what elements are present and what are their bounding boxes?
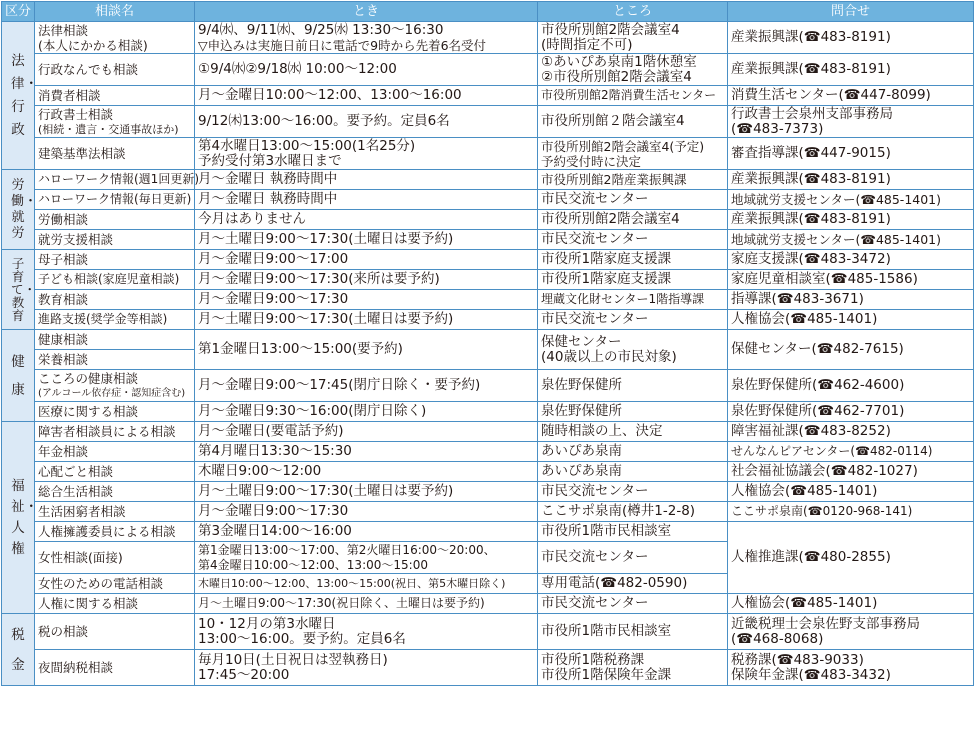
when-cell [195, 170, 538, 190]
when-cell [195, 370, 538, 402]
contact-text: 地域就労支援センター(☎485-1401) [731, 232, 942, 247]
contact-text: せんなんピアセンター(☎482-0114) [731, 444, 933, 458]
category-welfare [2, 422, 38, 614]
when-text: 月〜金曜日(要電話予約) [198, 423, 344, 439]
where-cell [538, 190, 728, 210]
name-cell [35, 502, 195, 522]
contact-text: 産業振興課(☎483-8191) [731, 61, 891, 77]
name-cell [35, 574, 195, 594]
where-text: ここサポ泉南(樽井1-2-8) [541, 503, 696, 519]
contact-cell [728, 502, 974, 522]
where-text: 専用電話(☎482-0590) [541, 575, 688, 591]
category-health [2, 330, 35, 422]
when-cell [195, 290, 538, 310]
when-text: 17:45〜20:00 [198, 666, 290, 683]
category-label: 福祉・人権 [11, 477, 38, 557]
contact-text: 人権協会(☎485-1401) [731, 595, 878, 611]
contact-text: 産業振興課(☎483-8191) [731, 29, 891, 45]
contact-text: (☎468-8068) [731, 630, 824, 647]
category-label: 法律・行政 [11, 52, 38, 138]
table-row [2, 190, 974, 210]
where-cell [538, 106, 728, 138]
name-text: 労働相談 [38, 212, 89, 227]
where-cell [538, 138, 728, 170]
where-text: 市役所別館2階会議室4(予定) [541, 138, 705, 154]
consultation-table [1, 1, 974, 686]
when-text: 木曜日10:00〜12:00、13:00〜15:00(祝日、第5木曜日除く) [198, 577, 506, 590]
where-text: 随時相談の上、決定 [541, 423, 663, 439]
name-text: 教育相談 [38, 292, 89, 307]
name-cell [35, 482, 195, 502]
when-cell [195, 462, 538, 482]
when-text: 月〜金曜日 執務時間中 [198, 191, 338, 207]
where-text: 市役所別館２階会議室4 [541, 113, 685, 129]
name-cell [35, 522, 195, 542]
name-cell [35, 650, 195, 686]
contact-cell [728, 106, 974, 138]
when-text: 月〜金曜日9:00〜17:45(閉庁日除く・要予約) [198, 377, 481, 393]
when-text: 月〜金曜日 執務時間中 [198, 171, 338, 187]
contact-text: 審査指導課(☎447-9015) [731, 145, 891, 161]
name-cell [35, 290, 195, 310]
contact-text: 近畿税理士会泉佐野支部事務局 [731, 615, 920, 632]
name-text: 人権に関する相談 [38, 596, 139, 611]
name-cell [35, 170, 199, 190]
name-text: 法律相談 [38, 22, 89, 38]
when-cell [195, 86, 538, 106]
where-text: 市役所別館2階会議室4 [541, 211, 680, 227]
where-text: 保健センター [541, 333, 622, 350]
contact-cell [728, 170, 974, 190]
name-text: ハローワーク情報(週1回更新) [38, 172, 199, 186]
where-text: 予約受付時に決定 [541, 153, 642, 169]
contact-cell [728, 614, 974, 650]
name-cell [35, 190, 195, 210]
where-text: 市役所1階市民相談室 [541, 623, 672, 639]
when-text: 毎月10日(土日祝日は翌執務日) [198, 651, 388, 668]
contact-text: 保険年金課(☎483-3432) [731, 666, 891, 683]
name-cell [35, 462, 195, 482]
contact-text: 家庭児童相談室(☎485-1586) [731, 271, 918, 287]
contact-text: (☎483-7373) [731, 120, 824, 137]
name-text: 建築基準法相談 [38, 146, 126, 161]
contact-cell [728, 482, 974, 502]
contact-cell [728, 310, 974, 330]
when-text: 月〜土曜日9:00〜17:30(祝日除く、土曜日は要予約) [198, 596, 485, 610]
where-text: 埋蔵文化財センター1階指導課 [541, 292, 705, 306]
table-row [2, 442, 974, 462]
table-row [2, 54, 974, 86]
where-text: (40歳以上の市民対象) [541, 348, 677, 365]
category-law [2, 22, 38, 170]
contact-cell [728, 210, 974, 230]
when-text: 月〜土曜日9:00〜17:30(土曜日は要予約) [198, 231, 454, 247]
when-cell [195, 310, 538, 330]
contact-cell [728, 330, 974, 370]
where-text: 市民交流センター [541, 549, 649, 565]
name-text: 税の相談 [38, 624, 89, 639]
where-cell [538, 290, 728, 310]
name-text: 人権擁護委員による相談 [38, 524, 176, 539]
where-text: 市役所1階家庭支援課 [541, 251, 672, 267]
name-cell [35, 594, 195, 614]
where-cell [538, 614, 728, 650]
when-text: 第3金曜日14:00〜16:00 [198, 523, 352, 539]
contact-cell [728, 290, 974, 310]
when-cell [195, 270, 538, 290]
name-text: 夜間納税相談 [38, 660, 114, 675]
contact-text: 指導課(☎483-3671) [731, 291, 864, 307]
contact-text: 人権推進課(☎480-2855) [731, 549, 891, 565]
where-text: 市民交流センター [541, 483, 649, 499]
where-text: あいぴあ泉南 [541, 443, 622, 459]
when-cell [195, 522, 538, 542]
when-text: 予約受付第3水曜日まで [198, 152, 342, 169]
table-row [2, 22, 974, 54]
table-row [2, 250, 974, 270]
name-text: 栄養相談 [38, 352, 89, 367]
name-cell [35, 250, 195, 270]
when-text: 第1金曜日13:00〜17:00、第2火曜日16:00〜20:00、 [198, 542, 496, 557]
when-cell [195, 574, 538, 594]
where-cell [538, 86, 728, 106]
table-row [2, 522, 974, 542]
name-cell [35, 270, 195, 290]
when-text: 月〜土曜日9:00〜17:30(土曜日は要予約) [198, 311, 454, 327]
contact-text: 障害福祉課(☎483-8252) [731, 423, 891, 439]
contact-text: 税務課(☎483-9033) [731, 651, 864, 668]
contact-cell [728, 250, 974, 270]
where-text: 市役所1階家庭支援課 [541, 271, 672, 287]
name-text: 行政なんでも相談 [38, 62, 139, 77]
when-text: 9/12㈭13:00〜16:00。要予約。定員6名 [198, 113, 450, 129]
name-cell [35, 542, 195, 574]
table-row [2, 422, 974, 442]
name-text: 子ども相談(家庭児童相談) [38, 272, 180, 286]
contact-cell [728, 522, 974, 594]
when-cell [195, 230, 538, 250]
where-cell [538, 402, 728, 422]
where-cell [538, 442, 728, 462]
name-sub: (本人にかかる相談) [38, 37, 148, 53]
contact-cell [728, 442, 974, 462]
contact-text: 泉佐野保健所(☎462-7701) [731, 403, 905, 419]
when-text: 月〜金曜日9:00〜17:00 [198, 251, 349, 267]
where-cell [538, 54, 728, 86]
name-text: ハローワーク情報(毎日更新) [38, 192, 192, 206]
table-row [2, 594, 974, 614]
where-text: 市役所別館2階産業振興課 [541, 172, 687, 187]
table-row [2, 502, 974, 522]
name-text: 女性相談(面接) [38, 550, 123, 565]
where-text: (時間指定不可) [541, 36, 633, 53]
where-cell [538, 230, 728, 250]
contact-cell [728, 402, 974, 422]
when-text: 第4金曜日10:00〜12:00、13:00〜15:00 [198, 557, 428, 572]
name-cell [35, 22, 195, 54]
when-text: 月〜金曜日9:00〜17:30 [198, 503, 349, 519]
contact-text: ここサポ泉南(☎0120-968-141) [731, 504, 913, 518]
category-label: 税金 [11, 626, 25, 673]
table-row [2, 370, 974, 402]
when-cell [195, 22, 538, 54]
name-cell [35, 310, 195, 330]
when-cell [195, 502, 538, 522]
when-text: 月〜金曜日9:00〜17:30(来所は要予約) [198, 271, 440, 287]
where-cell [538, 310, 728, 330]
table-row [2, 310, 974, 330]
when-text: 9/4㈬、9/11㈬、9/25㈬ 13:30〜16:30 [198, 21, 444, 38]
name-cell [35, 106, 195, 138]
when-text: ①9/4㈬②9/18㈬ 10:00〜12:00 [198, 61, 397, 77]
table-row [2, 170, 974, 190]
category-tax [2, 614, 35, 686]
table-row [2, 270, 974, 290]
when-text: 木曜日9:00〜12:00 [198, 463, 322, 479]
when-cell [195, 138, 538, 170]
name-text: 女性のための電話相談 [38, 576, 164, 591]
where-cell [538, 422, 728, 442]
table-row [2, 210, 974, 230]
where-cell [538, 170, 728, 190]
table-row [2, 86, 974, 106]
name-cell [35, 230, 195, 250]
contact-text: 人権協会(☎485-1401) [731, 483, 878, 499]
where-text: あいぴあ泉南 [541, 463, 622, 479]
name-text: 総合生活相談 [38, 484, 114, 499]
where-cell [538, 542, 728, 574]
where-cell [538, 462, 728, 482]
where-cell [538, 210, 728, 230]
where-text: 泉佐野保健所 [541, 403, 622, 419]
where-text: 市民交流センター [541, 231, 649, 247]
name-cell [35, 614, 195, 650]
when-cell [195, 330, 538, 370]
when-cell [195, 422, 538, 442]
contact-text: 家庭支援課(☎483-3472) [731, 251, 891, 267]
where-cell [538, 650, 728, 686]
when-text: 月〜金曜日10:00〜12:00、13:00〜16:00 [198, 87, 462, 103]
name-text: こころの健康相談 [38, 370, 139, 386]
name-text: 行政書士相談 [38, 106, 114, 122]
name-text: 生活困窮者相談 [38, 504, 126, 519]
table-row [2, 650, 974, 686]
contact-text: 泉佐野保健所(☎462-4600) [731, 377, 905, 393]
when-cell [195, 210, 538, 230]
contact-cell [728, 370, 974, 402]
when-cell [195, 442, 538, 462]
contact-cell [728, 22, 974, 54]
where-text: 市民交流センター [541, 595, 649, 611]
table-row [2, 330, 974, 350]
name-sub: (アルコール依存症・認知症含む) [38, 387, 186, 399]
name-cell [35, 86, 195, 106]
when-text: 月〜金曜日9:30〜16:00(閉庁日除く) [198, 403, 427, 419]
where-text: 市役所別館2階消費生活センター [541, 88, 717, 102]
category-child [2, 250, 35, 330]
where-text: 市役所1階税務課 [541, 651, 645, 668]
when-cell [195, 190, 538, 210]
contact-text: 行政書士会泉州支部事務局 [731, 105, 893, 122]
when-text: 10・12月の第3水曜日 [198, 615, 336, 632]
where-text: 市民交流センター [541, 191, 649, 207]
where-text: 市民交流センター [541, 311, 649, 327]
where-cell [538, 22, 728, 54]
contact-text: 地域就労支援センター(☎485-1401) [731, 192, 942, 207]
name-text: 年金相談 [38, 444, 89, 459]
name-cell [35, 138, 195, 170]
contact-cell [728, 190, 974, 210]
name-text: 医療に関する相談 [38, 404, 139, 419]
category-label: 子育て・教育 [11, 256, 37, 323]
name-cell [35, 422, 195, 442]
contact-text: 産業振興課(☎483-8191) [731, 211, 891, 227]
contact-cell [728, 650, 974, 686]
where-text: 市役所別館2階会議室4 [541, 21, 680, 38]
header-where: ところ [538, 2, 728, 22]
where-cell [538, 574, 728, 594]
where-text: ①あいぴあ泉南1階休憩室 [541, 53, 697, 70]
name-text: 障害者相談員による相談 [38, 424, 176, 439]
table-row [2, 482, 974, 502]
category-labor [2, 170, 38, 250]
when-cell [195, 106, 538, 138]
contact-cell [728, 422, 974, 442]
name-cell [35, 330, 195, 350]
when-text: 第4水曜日13:00〜15:00(1名25分) [198, 137, 416, 154]
where-text: 市役所1階市民相談室 [541, 523, 672, 539]
table-row [2, 462, 974, 482]
name-text: 消費者相談 [38, 88, 101, 103]
when-text: 今月はありません [198, 211, 306, 227]
when-cell [195, 402, 538, 422]
when-text: ▽申込みは実施日前日に電話で9時から先着6名受付 [198, 37, 487, 53]
where-text: ②市役所別館2階会議室4 [541, 68, 692, 85]
where-cell [538, 270, 728, 290]
contact-cell [728, 138, 974, 170]
where-cell [538, 250, 728, 270]
when-cell [195, 250, 538, 270]
where-text: 市役所1階保険年金課 [541, 666, 672, 683]
contact-text: 社会福祉協議会(☎482-1027) [731, 463, 918, 479]
when-text: 13:00〜16:00。要予約。定員6名 [198, 630, 406, 647]
name-cell [35, 210, 195, 230]
contact-cell [728, 86, 974, 106]
table-row [2, 230, 974, 250]
name-text: 健康相談 [38, 332, 89, 347]
name-text: 就労支援相談 [38, 232, 114, 247]
contact-cell [728, 54, 974, 86]
table-row [2, 138, 974, 170]
name-cell [35, 402, 195, 422]
when-text: 第1金曜日13:00〜15:00(要予約) [198, 341, 403, 357]
where-cell [538, 502, 728, 522]
name-cell [35, 442, 195, 462]
when-cell [195, 594, 538, 614]
header-name: 相談名 [35, 2, 195, 22]
when-cell [195, 54, 538, 86]
header-contact: 問合せ [728, 2, 974, 22]
header-when: とき [195, 2, 538, 22]
when-cell [195, 614, 538, 650]
contact-cell [728, 230, 974, 250]
when-text: 月〜金曜日9:00〜17:30 [198, 291, 349, 307]
name-cell [35, 54, 195, 86]
contact-cell [728, 270, 974, 290]
name-text: 母子相談 [38, 252, 89, 267]
when-cell [195, 482, 538, 502]
where-text: 泉佐野保健所 [541, 377, 622, 393]
contact-text: 消費生活センター(☎447-8099) [731, 87, 931, 103]
name-cell [35, 350, 195, 370]
when-cell [195, 650, 538, 686]
name-text: 進路支援(奨学金等相談) [38, 312, 168, 326]
where-cell [538, 482, 728, 502]
contact-cell [728, 594, 974, 614]
contact-text: 保健センター(☎482-7615) [731, 341, 904, 357]
contact-cell [728, 462, 974, 482]
category-label: 健康 [11, 353, 25, 398]
where-cell [538, 370, 728, 402]
table-row [2, 402, 974, 422]
table-row [2, 106, 974, 138]
header-category: 区分 [2, 2, 35, 22]
where-cell [538, 330, 728, 370]
name-text: 心配ごと相談 [38, 464, 114, 479]
where-cell [538, 594, 728, 614]
contact-text: 人権協会(☎485-1401) [731, 311, 878, 327]
name-cell [35, 370, 195, 402]
table-row [2, 614, 974, 650]
name-sub: (相続・遺言・交通事故ほか) [38, 122, 179, 136]
category-label: 労働・就労 [11, 177, 38, 241]
when-text: 第4月曜日13:30〜15:30 [198, 443, 352, 459]
table-row [2, 290, 974, 310]
when-cell [195, 542, 538, 574]
when-text: 月〜土曜日9:00〜17:30(土曜日は要予約) [198, 483, 454, 499]
contact-text: 産業振興課(☎483-8191) [731, 171, 891, 187]
where-cell [538, 522, 728, 542]
